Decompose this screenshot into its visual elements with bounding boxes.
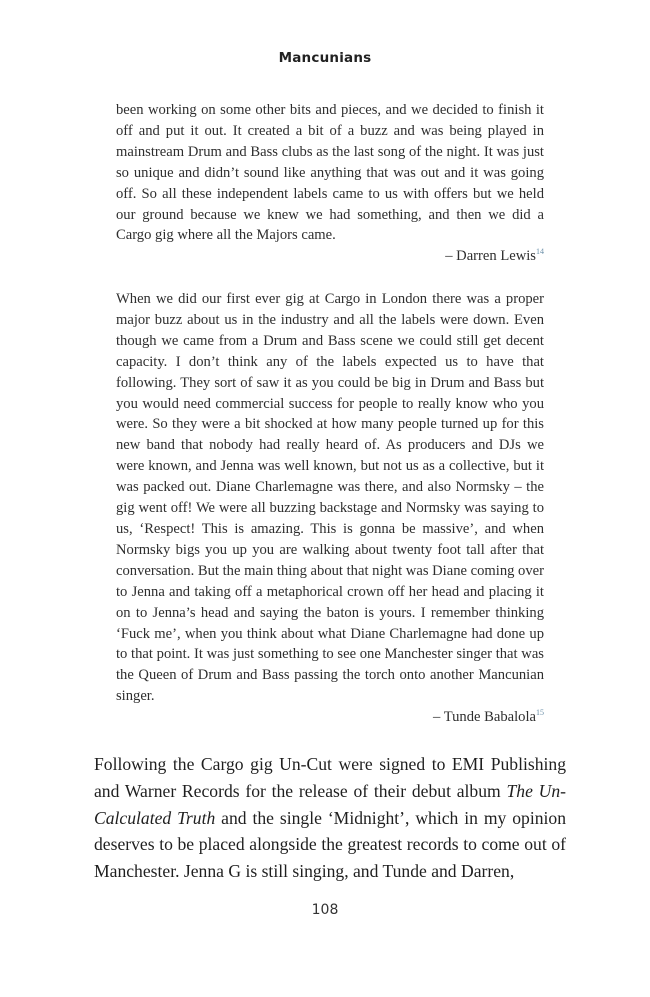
page-number: 108 bbox=[311, 902, 339, 918]
quote-text: When we did our first ever gig at Cargo in London there was a proper major buzz about us in the industry and all the labels were down. Even though we came from a Drum and Bass scene we could still get decent capacity. I don’t think any of the labels expected us to have that following. They sort of saw it as you could be big in Drum and Bass but you would need commercial success for people to really know who you were. So they were a bit shocked at how many people turned up for this new band that nobody had really heard of. As producers and DJs we were known, and Jenna was well known, but not us as a collective, but it was packed out. Diane Charlemagne was there, and also Normsky – the gig went off! We were all buzzing backstage and Normsky was saying to us, ‘Respect! This is amazing. This is gonna be massive’, and when Normsky bigs you up you are walking about twenty foot tall after that conversation. But the main thing about that night was Diane coming over to Jenna and taking off a metaphorical crown off her head and placing it on to Jenna’s head and saying the baton is yours. I remember thinking ‘Fuck me’, when you think about what Diane Charlemagne had done up to that point. It was just something to see one Manchester singer that was the Queen of Drum and Bass passing the torch onto another Mancunian singer. bbox=[116, 291, 544, 705]
paragraph-text: and the single ‘Midnight’, which in my opinion deserves to be placed alongside the greatest records to come out of Manchester. Jenna G is still singing, and Tunde and Darren, bbox=[94, 807, 566, 882]
attribution-name: – Darren Lewis bbox=[445, 248, 536, 265]
block-quote-darren-lewis bbox=[116, 100, 544, 267]
body-paragraph bbox=[94, 751, 566, 885]
footnote-marker[interactable]: 14 bbox=[536, 247, 544, 257]
running-head: Mancunians bbox=[278, 50, 372, 66]
paragraph bbox=[94, 751, 566, 885]
quote-attribution bbox=[116, 707, 544, 728]
quote-text: been working on some other bits and pieces, and we decided to finish it off and put it out. It created a bit of a buzz and was being played in mainstream Drum and Bass clubs as the last song of the night. It was just so unique and didn’t sound like anything that was out and it was going off. So all these independent labels came to us with offers but we held our ground because we knew we had something, and then we did a Cargo gig where all the Majors came. bbox=[116, 102, 544, 244]
quote-attribution bbox=[116, 246, 544, 267]
album-title: The Un-Calculated Truth bbox=[94, 780, 566, 828]
attribution-name: – Tunde Babalola bbox=[433, 709, 536, 726]
paragraph-text: Following the Cargo gig Un-Cut were signed to EMI Publishing and Warner Records for the release of their debut album bbox=[94, 754, 566, 801]
block-quote-tunde-babalola bbox=[116, 289, 544, 728]
footnote-marker[interactable]: 15 bbox=[536, 708, 544, 718]
